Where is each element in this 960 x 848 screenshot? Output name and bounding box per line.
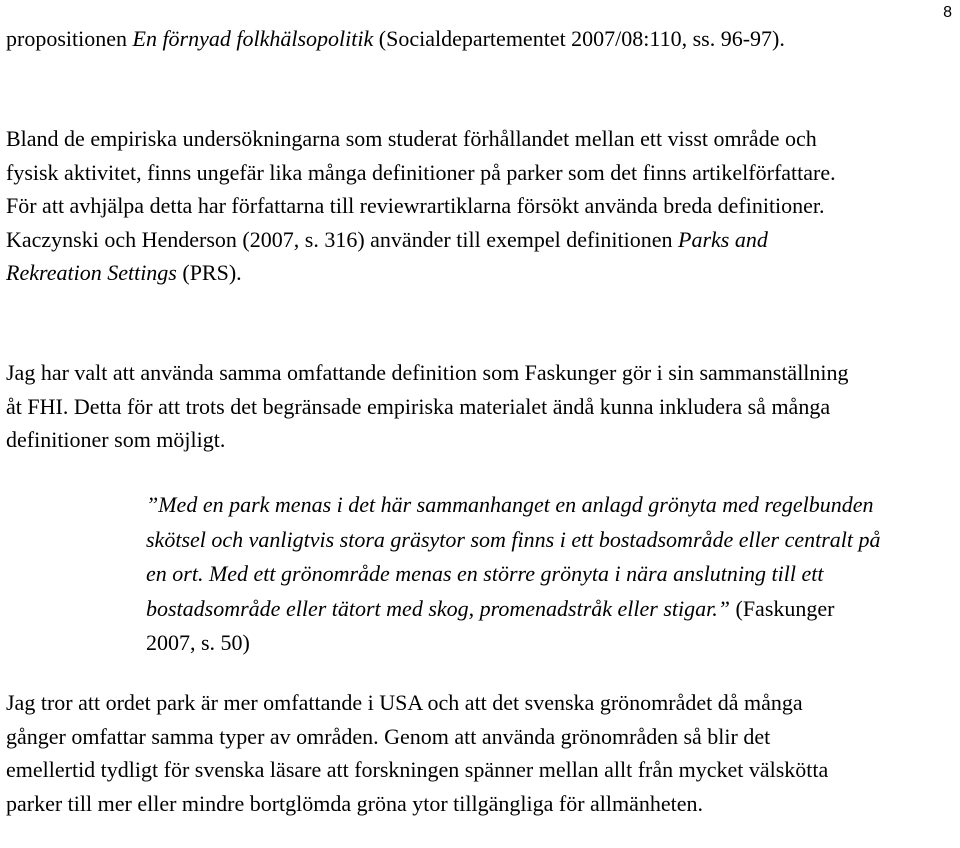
block-quote [146,488,886,661]
paragraph-text: propositionen [6,26,133,51]
paragraph-text: (PRS). [176,260,242,285]
paragraph-park-definitions [6,122,852,290]
quote-text: ”Med en park menas i det här sammanhanget en anlagd grönyta med regelbunden skötsel och vanligtvis stora gräsytor som finns i ett bostadsområde eller centralt på en ort. Med ett grönområde menas en större grönyta i nära anslutning till ett bostadsområde eller tätort med skog, promenadstråk eller stigar.” [146,492,881,621]
quote-citation: (Faskunger 2007, s. 50) [146,595,835,655]
italic-definition-term: Parks and Rekreation Settings [6,226,768,285]
paragraph-conclusion: Jag tror att ordet park är mer omfattande i USA och att det svenska grönområdet då många gånger omfattar samma typer av områden. Genom att använda grönområden så blir det emellertid tydligt för svenska läsare att forskningen spänner mellan allt från mycket välskötta parker till mer eller mindre bortglömda gröna ytor tillgängliga för allmänheten. [6,690,829,816]
paragraph-text: (Socialdepartementet 2007/08:110, ss. 96-97). [373,26,785,51]
paragraph-proposition-reference [6,22,852,56]
page-number: 8 [943,4,952,21]
paragraph-text: Bland de empiriska undersökningarna som studerat förhållandet mellan ett visst område och fysisk aktivitet, finns ungefär lika många definitioner på parker som det finns artikelförfattare. För att avhjälpa detta har författarna till reviewrartiklarna försökt använda breda definitioner. Kaczynski och Henderson (2007, s. 316) använder till exempel definitionen [6,126,836,252]
italic-proposition-title: En förnyad folkhälsopolitik [132,26,374,51]
paragraph-chosen-definition: Jag har valt att använda samma omfattande definition som Faskunger gör i sin sammanställning åt FHI. Detta för att trots det begränsade empiriska materialet ändå kunna inkludera så många definitioner som möjligt. [6,360,849,452]
